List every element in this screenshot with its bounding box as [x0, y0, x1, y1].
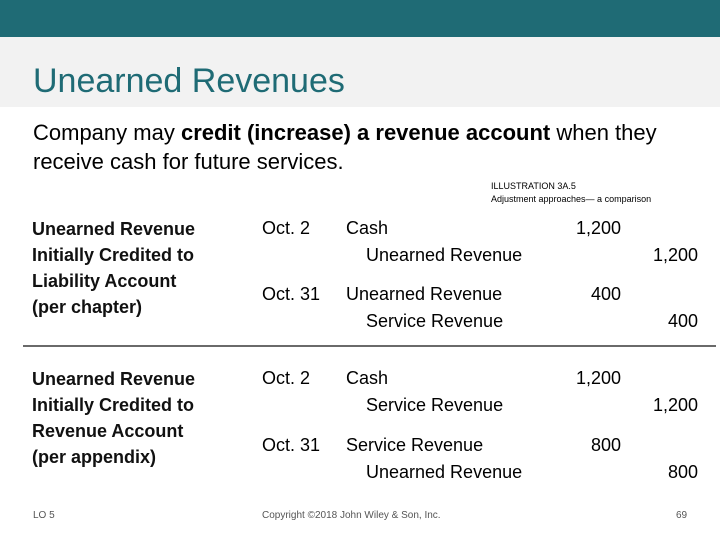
credit-account: Unearned Revenue [366, 462, 523, 482]
case-label-liability [32, 216, 195, 320]
credit-amount: 400 [667, 311, 698, 331]
slide-title: Unearned Revenues [33, 62, 345, 100]
credit-account: Unearned Revenue [366, 245, 523, 265]
case-label-line: Unearned Revenue [32, 219, 196, 239]
case-label-line: (per chapter) [32, 297, 143, 317]
intro-text [33, 118, 703, 176]
credit-amount: 1,200 [652, 245, 698, 265]
intro-text-start: Company may [33, 120, 181, 145]
debit-account: Cash [346, 218, 389, 238]
debit-amount: 400 [590, 284, 621, 304]
section-divider [23, 345, 716, 347]
credit-account: Service Revenue [366, 395, 504, 415]
case-label-line: Initially Credited to [32, 245, 195, 265]
case-label-line: Unearned Revenue [32, 369, 196, 389]
case-label-line: Initially Credited to [32, 395, 195, 415]
top-accent-bar [0, 0, 720, 37]
entry-date: Oct. 2 [262, 368, 311, 388]
debit-account: Unearned Revenue [346, 284, 503, 304]
copyright-notice: Copyright ©2018 John Wiley & Son, Inc. [262, 510, 441, 521]
debit-amount: 1,200 [575, 368, 621, 388]
page-number: 69 [676, 510, 688, 521]
credit-amount: 800 [667, 462, 698, 482]
debit-amount: 1,200 [575, 218, 621, 238]
entry-date: Oct. 2 [262, 218, 311, 238]
case-label-line: Liability Account [32, 271, 177, 291]
credit-account: Service Revenue [366, 311, 504, 331]
intro-text-emphasis: credit (increase) a revenue account [180, 120, 551, 145]
intro-text-end: when they receive cash for future services. [33, 120, 657, 174]
case-label-line: Revenue Account [32, 421, 184, 441]
illustration-caption [491, 180, 651, 206]
entry-date: Oct. 31 [262, 284, 321, 304]
illustration-id: ILLUSTRATION 3A.5 [491, 181, 576, 191]
entry-date: Oct. 31 [262, 435, 321, 455]
case-label-line: (per appendix) [32, 447, 157, 467]
debit-account: Cash [346, 368, 389, 388]
credit-amount: 1,200 [652, 395, 698, 415]
learning-objective: LO 5 [33, 510, 55, 521]
debit-account: Service Revenue [346, 435, 484, 455]
debit-amount: 800 [590, 435, 621, 455]
case-label-revenue [32, 366, 195, 470]
illustration-title: Adjustment approaches— a comparison [491, 194, 652, 204]
